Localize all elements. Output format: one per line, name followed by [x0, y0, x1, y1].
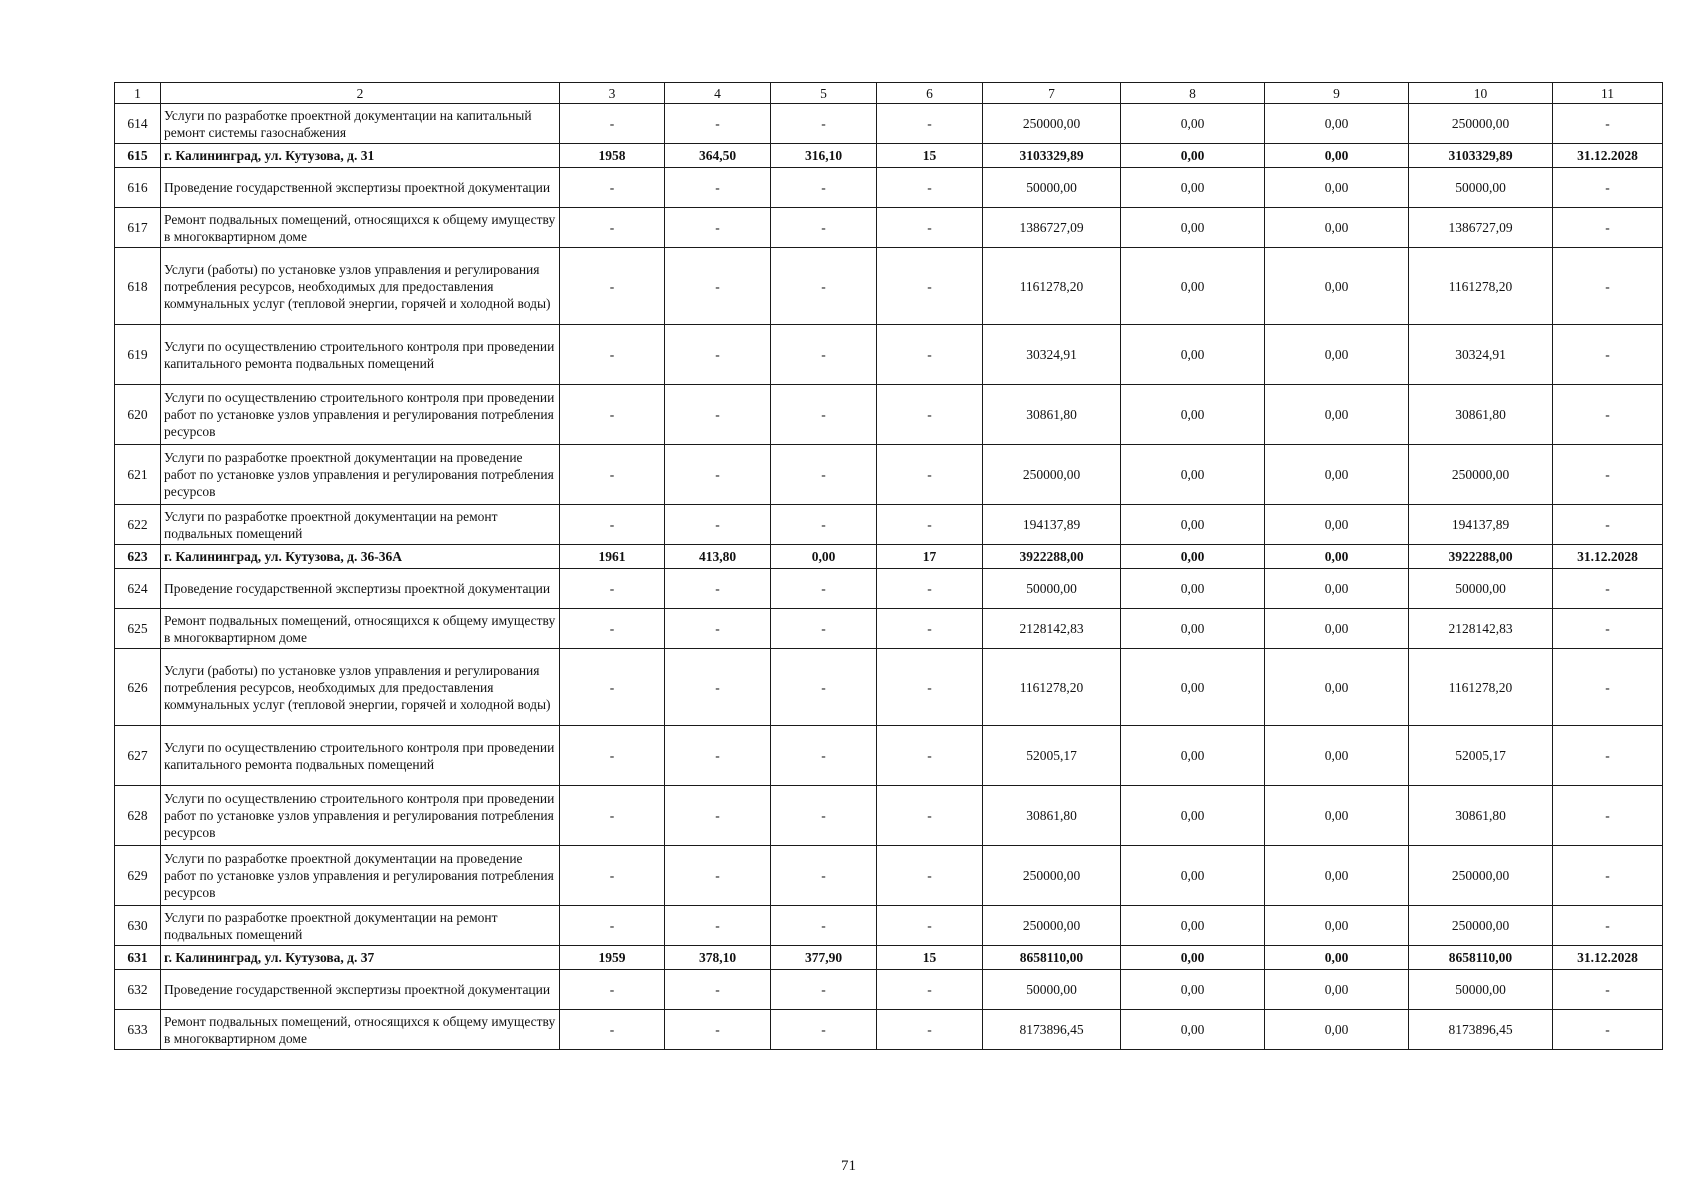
owners-cell: 250000,00: [1409, 104, 1553, 144]
table-row: [115, 208, 1663, 248]
table-row: [115, 906, 1663, 946]
owners-cell: 50000,00: [1409, 970, 1553, 1010]
residents-cell: -: [877, 786, 983, 846]
column-header: 7: [983, 83, 1121, 104]
owners-cell: 8658110,00: [1409, 946, 1553, 970]
table-row: [115, 545, 1663, 569]
area-cell: -: [665, 906, 771, 946]
document-sheet: [114, 82, 1662, 1050]
row-description: г. Калининград, ул. Кутузова, д. 36-36А: [161, 545, 560, 569]
budget-cell: 0,00: [1265, 505, 1409, 545]
row-number: 630: [115, 906, 161, 946]
area-living-cell: -: [771, 505, 877, 545]
residents-cell: -: [877, 248, 983, 325]
area-cell: -: [665, 325, 771, 385]
residents-cell: -: [877, 1010, 983, 1050]
column-number-row: [115, 83, 1663, 104]
row-description: г. Калининград, ул. Кутузова, д. 31: [161, 144, 560, 168]
owners-cell: 1161278,20: [1409, 248, 1553, 325]
residents-cell: -: [877, 846, 983, 906]
fund-cell: 0,00: [1121, 505, 1265, 545]
area-living-cell: -: [771, 609, 877, 649]
residents-cell: -: [877, 609, 983, 649]
table-row: [115, 248, 1663, 325]
row-number: 629: [115, 846, 161, 906]
repair-program-table: [114, 82, 1663, 1050]
row-number: 618: [115, 248, 161, 325]
table-row: [115, 325, 1663, 385]
year-cell: -: [560, 248, 665, 325]
residents-cell: -: [877, 385, 983, 445]
budget-cell: 0,00: [1265, 649, 1409, 726]
row-number: 626: [115, 649, 161, 726]
table-row: [115, 1010, 1663, 1050]
column-header: 2: [161, 83, 560, 104]
residents-cell: -: [877, 505, 983, 545]
area-living-cell: -: [771, 846, 877, 906]
deadline-cell: -: [1553, 846, 1663, 906]
table-row: [115, 144, 1663, 168]
row-number: 615: [115, 144, 161, 168]
area-living-cell: -: [771, 649, 877, 726]
budget-cell: 0,00: [1265, 104, 1409, 144]
row-description: Ремонт подвальных помещений, относящихся к общему имуществу в многоквартирном доме: [161, 609, 560, 649]
year-cell: -: [560, 1010, 665, 1050]
row-number: 617: [115, 208, 161, 248]
owners-cell: 30861,80: [1409, 385, 1553, 445]
total-cost-cell: 1386727,09: [983, 208, 1121, 248]
row-number: 632: [115, 970, 161, 1010]
deadline-cell: 31.12.2028: [1553, 144, 1663, 168]
row-number: 614: [115, 104, 161, 144]
area-living-cell: -: [771, 726, 877, 786]
budget-cell: 0,00: [1265, 325, 1409, 385]
area-living-cell: -: [771, 325, 877, 385]
deadline-cell: -: [1553, 248, 1663, 325]
year-cell: -: [560, 649, 665, 726]
deadline-cell: -: [1553, 1010, 1663, 1050]
owners-cell: 250000,00: [1409, 906, 1553, 946]
fund-cell: 0,00: [1121, 208, 1265, 248]
area-cell: -: [665, 970, 771, 1010]
deadline-cell: -: [1553, 609, 1663, 649]
total-cost-cell: 30324,91: [983, 325, 1121, 385]
row-description: Услуги по осуществлению строительного контроля при проведении капитального ремонта подвальных помещений: [161, 325, 560, 385]
area-cell: -: [665, 649, 771, 726]
area-living-cell: -: [771, 104, 877, 144]
deadline-cell: -: [1553, 168, 1663, 208]
row-number: 623: [115, 545, 161, 569]
fund-cell: 0,00: [1121, 1010, 1265, 1050]
table-row: [115, 569, 1663, 609]
year-cell: 1961: [560, 545, 665, 569]
area-living-cell: -: [771, 786, 877, 846]
total-cost-cell: 8173896,45: [983, 1010, 1121, 1050]
area-cell: -: [665, 104, 771, 144]
row-description: Услуги по разработке проектной документации на капитальный ремонт системы газоснабжения: [161, 104, 560, 144]
row-number: 621: [115, 445, 161, 505]
column-header: 1: [115, 83, 161, 104]
area-cell: 364,50: [665, 144, 771, 168]
table-row: [115, 726, 1663, 786]
column-header: 5: [771, 83, 877, 104]
fund-cell: 0,00: [1121, 786, 1265, 846]
residents-cell: -: [877, 445, 983, 505]
budget-cell: 0,00: [1265, 946, 1409, 970]
column-header: 11: [1553, 83, 1663, 104]
column-header: 3: [560, 83, 665, 104]
fund-cell: 0,00: [1121, 609, 1265, 649]
owners-cell: 2128142,83: [1409, 609, 1553, 649]
budget-cell: 0,00: [1265, 609, 1409, 649]
budget-cell: 0,00: [1265, 208, 1409, 248]
row-description: г. Калининград, ул. Кутузова, д. 37: [161, 946, 560, 970]
budget-cell: 0,00: [1265, 970, 1409, 1010]
fund-cell: 0,00: [1121, 104, 1265, 144]
year-cell: -: [560, 970, 665, 1010]
fund-cell: 0,00: [1121, 726, 1265, 786]
year-cell: 1958: [560, 144, 665, 168]
row-description: Ремонт подвальных помещений, относящихся к общему имуществу в многоквартирном доме: [161, 208, 560, 248]
budget-cell: 0,00: [1265, 906, 1409, 946]
area-living-cell: -: [771, 906, 877, 946]
table-row: [115, 104, 1663, 144]
row-number: 619: [115, 325, 161, 385]
total-cost-cell: 2128142,83: [983, 609, 1121, 649]
owners-cell: 8173896,45: [1409, 1010, 1553, 1050]
budget-cell: 0,00: [1265, 786, 1409, 846]
column-header: 8: [1121, 83, 1265, 104]
area-cell: -: [665, 609, 771, 649]
deadline-cell: -: [1553, 726, 1663, 786]
deadline-cell: -: [1553, 786, 1663, 846]
fund-cell: 0,00: [1121, 248, 1265, 325]
budget-cell: 0,00: [1265, 569, 1409, 609]
year-cell: -: [560, 385, 665, 445]
owners-cell: 52005,17: [1409, 726, 1553, 786]
fund-cell: 0,00: [1121, 906, 1265, 946]
row-number: 631: [115, 946, 161, 970]
total-cost-cell: 50000,00: [983, 569, 1121, 609]
row-number: 633: [115, 1010, 161, 1050]
owners-cell: 50000,00: [1409, 569, 1553, 609]
residents-cell: -: [877, 104, 983, 144]
row-description: Услуги по разработке проектной документации на ремонт подвальных помещений: [161, 906, 560, 946]
total-cost-cell: 50000,00: [983, 168, 1121, 208]
owners-cell: 30861,80: [1409, 786, 1553, 846]
area-living-cell: 316,10: [771, 144, 877, 168]
deadline-cell: 31.12.2028: [1553, 545, 1663, 569]
row-description: Услуги по разработке проектной документации на проведение работ по установке узлов управления и регулирования потребления ресурсов: [161, 846, 560, 906]
total-cost-cell: 3103329,89: [983, 144, 1121, 168]
total-cost-cell: 30861,80: [983, 786, 1121, 846]
fund-cell: 0,00: [1121, 168, 1265, 208]
table-row: [115, 445, 1663, 505]
area-cell: 378,10: [665, 946, 771, 970]
row-description: Проведение государственной экспертизы проектной документации: [161, 168, 560, 208]
total-cost-cell: 250000,00: [983, 445, 1121, 505]
fund-cell: 0,00: [1121, 846, 1265, 906]
table-row: [115, 970, 1663, 1010]
area-living-cell: 377,90: [771, 946, 877, 970]
fund-cell: 0,00: [1121, 325, 1265, 385]
year-cell: -: [560, 325, 665, 385]
table-row: [115, 946, 1663, 970]
deadline-cell: -: [1553, 970, 1663, 1010]
area-living-cell: -: [771, 569, 877, 609]
fund-cell: 0,00: [1121, 649, 1265, 726]
residents-cell: 15: [877, 144, 983, 168]
page-number: 71: [841, 1158, 856, 1174]
deadline-cell: -: [1553, 906, 1663, 946]
area-cell: -: [665, 248, 771, 325]
area-living-cell: -: [771, 385, 877, 445]
row-number: 628: [115, 786, 161, 846]
budget-cell: 0,00: [1265, 385, 1409, 445]
residents-cell: -: [877, 168, 983, 208]
area-cell: -: [665, 168, 771, 208]
year-cell: -: [560, 208, 665, 248]
total-cost-cell: 30861,80: [983, 385, 1121, 445]
residents-cell: -: [877, 569, 983, 609]
owners-cell: 250000,00: [1409, 846, 1553, 906]
residents-cell: -: [877, 906, 983, 946]
budget-cell: 0,00: [1265, 1010, 1409, 1050]
deadline-cell: -: [1553, 385, 1663, 445]
residents-cell: 17: [877, 545, 983, 569]
owners-cell: 50000,00: [1409, 168, 1553, 208]
owners-cell: 194137,89: [1409, 505, 1553, 545]
area-living-cell: -: [771, 208, 877, 248]
residents-cell: -: [877, 726, 983, 786]
table-row: [115, 609, 1663, 649]
row-description: Услуги по осуществлению строительного контроля при проведении капитального ремонта подвальных помещений: [161, 726, 560, 786]
total-cost-cell: 250000,00: [983, 846, 1121, 906]
table-row: [115, 505, 1663, 545]
deadline-cell: -: [1553, 104, 1663, 144]
fund-cell: 0,00: [1121, 144, 1265, 168]
row-description: Услуги по разработке проектной документации на проведение работ по установке узлов управления и регулирования потребления ресурсов: [161, 445, 560, 505]
area-cell: -: [665, 208, 771, 248]
deadline-cell: -: [1553, 569, 1663, 609]
table-row: [115, 168, 1663, 208]
year-cell: -: [560, 786, 665, 846]
row-number: 625: [115, 609, 161, 649]
total-cost-cell: 1161278,20: [983, 649, 1121, 726]
total-cost-cell: 250000,00: [983, 104, 1121, 144]
total-cost-cell: 50000,00: [983, 970, 1121, 1010]
row-number: 622: [115, 505, 161, 545]
deadline-cell: -: [1553, 649, 1663, 726]
year-cell: -: [560, 726, 665, 786]
table-row: [115, 846, 1663, 906]
area-cell: -: [665, 846, 771, 906]
area-cell: -: [665, 445, 771, 505]
area-cell: -: [665, 786, 771, 846]
budget-cell: 0,00: [1265, 545, 1409, 569]
residents-cell: -: [877, 325, 983, 385]
area-living-cell: -: [771, 248, 877, 325]
residents-cell: -: [877, 649, 983, 726]
total-cost-cell: 3922288,00: [983, 545, 1121, 569]
owners-cell: 1386727,09: [1409, 208, 1553, 248]
fund-cell: 0,00: [1121, 569, 1265, 609]
table-row: [115, 385, 1663, 445]
area-living-cell: -: [771, 970, 877, 1010]
year-cell: -: [560, 104, 665, 144]
owners-cell: 3103329,89: [1409, 144, 1553, 168]
row-description: Услуги по осуществлению строительного контроля при проведении работ по установке узлов управления и регулирования потребления ресурсов: [161, 786, 560, 846]
area-cell: -: [665, 1010, 771, 1050]
year-cell: -: [560, 569, 665, 609]
area-cell: -: [665, 726, 771, 786]
budget-cell: 0,00: [1265, 726, 1409, 786]
year-cell: -: [560, 445, 665, 505]
deadline-cell: -: [1553, 505, 1663, 545]
residents-cell: 15: [877, 946, 983, 970]
fund-cell: 0,00: [1121, 545, 1265, 569]
area-living-cell: -: [771, 445, 877, 505]
row-description: Проведение государственной экспертизы проектной документации: [161, 970, 560, 1010]
owners-cell: 30324,91: [1409, 325, 1553, 385]
area-cell: -: [665, 569, 771, 609]
owners-cell: 1161278,20: [1409, 649, 1553, 726]
budget-cell: 0,00: [1265, 445, 1409, 505]
row-number: 620: [115, 385, 161, 445]
column-header: 4: [665, 83, 771, 104]
total-cost-cell: 194137,89: [983, 505, 1121, 545]
year-cell: 1959: [560, 946, 665, 970]
year-cell: -: [560, 906, 665, 946]
total-cost-cell: 8658110,00: [983, 946, 1121, 970]
residents-cell: -: [877, 970, 983, 1010]
budget-cell: 0,00: [1265, 168, 1409, 208]
year-cell: -: [560, 168, 665, 208]
owners-cell: 250000,00: [1409, 445, 1553, 505]
total-cost-cell: 250000,00: [983, 906, 1121, 946]
year-cell: -: [560, 609, 665, 649]
deadline-cell: -: [1553, 208, 1663, 248]
row-description: Проведение государственной экспертизы проектной документации: [161, 569, 560, 609]
fund-cell: 0,00: [1121, 445, 1265, 505]
fund-cell: 0,00: [1121, 970, 1265, 1010]
budget-cell: 0,00: [1265, 846, 1409, 906]
budget-cell: 0,00: [1265, 248, 1409, 325]
column-header: 10: [1409, 83, 1553, 104]
table-body: [115, 104, 1663, 1050]
area-cell: -: [665, 385, 771, 445]
column-header: 9: [1265, 83, 1409, 104]
row-number: 627: [115, 726, 161, 786]
year-cell: -: [560, 846, 665, 906]
fund-cell: 0,00: [1121, 946, 1265, 970]
column-header: 6: [877, 83, 983, 104]
table-row: [115, 649, 1663, 726]
row-number: 616: [115, 168, 161, 208]
budget-cell: 0,00: [1265, 144, 1409, 168]
row-description: Услуги (работы) по установке узлов управления и регулирования потребления ресурсов, необходимых для предоставления коммунальных услуг (тепловой энергии, горячей и холодной воды): [161, 248, 560, 325]
area-cell: 413,80: [665, 545, 771, 569]
area-cell: -: [665, 505, 771, 545]
row-description: Услуги по осуществлению строительного контроля при проведении работ по установке узлов управления и регулирования потребления ресурсов: [161, 385, 560, 445]
year-cell: -: [560, 505, 665, 545]
total-cost-cell: 1161278,20: [983, 248, 1121, 325]
row-description: Услуги (работы) по установке узлов управления и регулирования потребления ресурсов, необходимых для предоставления коммунальных услуг (тепловой энергии, горячей и холодной воды): [161, 649, 560, 726]
row-description: Услуги по разработке проектной документации на ремонт подвальных помещений: [161, 505, 560, 545]
owners-cell: 3922288,00: [1409, 545, 1553, 569]
deadline-cell: 31.12.2028: [1553, 946, 1663, 970]
area-living-cell: -: [771, 168, 877, 208]
row-number: 624: [115, 569, 161, 609]
deadline-cell: -: [1553, 325, 1663, 385]
residents-cell: -: [877, 208, 983, 248]
area-living-cell: -: [771, 1010, 877, 1050]
table-row: [115, 786, 1663, 846]
total-cost-cell: 52005,17: [983, 726, 1121, 786]
fund-cell: 0,00: [1121, 385, 1265, 445]
area-living-cell: 0,00: [771, 545, 877, 569]
deadline-cell: -: [1553, 445, 1663, 505]
row-description: Ремонт подвальных помещений, относящихся к общему имуществу в многоквартирном доме: [161, 1010, 560, 1050]
